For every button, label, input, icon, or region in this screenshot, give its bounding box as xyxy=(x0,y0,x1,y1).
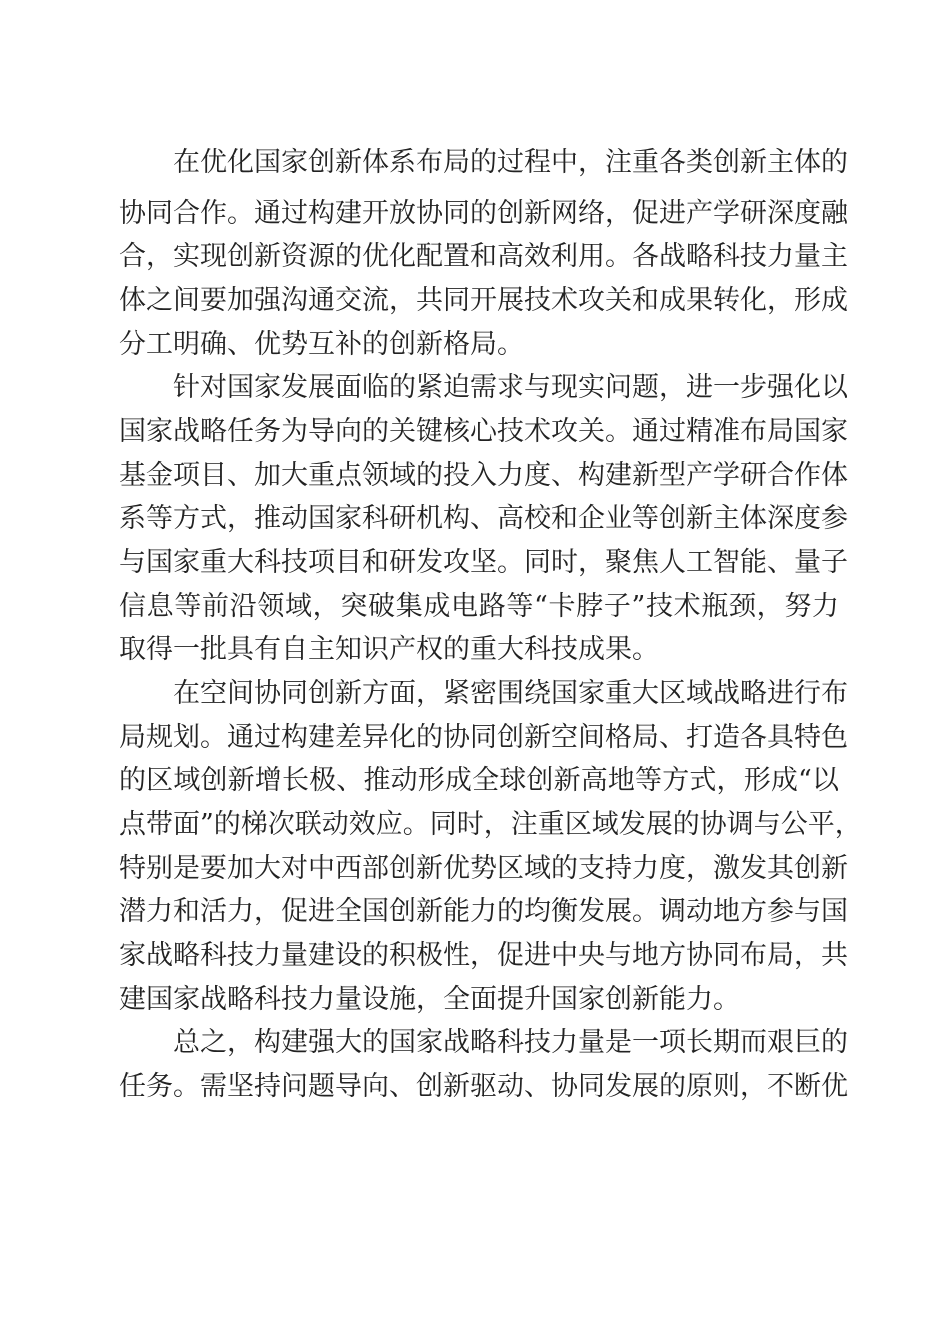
paragraph-1-line-1: 在优化国家创新体系布局的过程中，注重各类创新主体的 xyxy=(173,147,848,178)
paragraph-4-line-2: 任务。需坚持问题导向、创新驱动、协同发展的原则，不断优 xyxy=(119,1071,848,1102)
paragraph-4-line-1: 总之，构建强大的国家战略科技力量是一项长期而艰巨的 xyxy=(173,1027,848,1058)
paragraph-3-line-5: 特别是要加大对中西部创新优势区域的支持力度，激发其创新 xyxy=(119,853,848,884)
paragraph-2-line-6: 信息等前沿领域，突破集成电路等“卡脖子”技术瓶颈，努力 xyxy=(119,591,839,622)
paragraph-2-line-7: 取得一批具有自主知识产权的重大科技成果。 xyxy=(119,634,659,665)
paragraph-1-line-3: 合，实现创新资源的优化配置和高效利用。各战略科技力量主 xyxy=(119,241,848,272)
paragraph-2-line-2: 国家战略任务为导向的关键核心技术攻关。通过精准布局国家 xyxy=(119,416,848,447)
paragraph-3-line-2: 局规划。通过构建差异化的协同创新空间格局、打造各具特色 xyxy=(119,722,848,753)
paragraph-1-line-5: 分工明确、优势互补的创新格局。 xyxy=(119,329,524,360)
paragraph-2-line-4: 系等方式，推动国家科研机构、高校和企业等创新主体深度参 xyxy=(119,503,848,534)
paragraph-1-line-4: 体之间要加强沟通交流，共同开展技术攻关和成果转化，形成 xyxy=(119,285,848,316)
paragraph-2-line-1: 针对国家发展面临的紧迫需求与现实问题，进一步强化以 xyxy=(173,372,848,403)
paragraph-2-line-5: 与国家重大科技项目和研发攻坚。同时，聚焦人工智能、量子 xyxy=(119,547,848,578)
paragraph-3-line-6: 潜力和活力，促进全国创新能力的均衡发展。调动地方参与国 xyxy=(119,896,848,927)
paragraph-3-line-8: 建国家战略科技力量设施，全面提升国家创新能力。 xyxy=(119,984,740,1015)
paragraph-3-line-3: 的区域创新增长极、推动形成全球创新高地等方式，形成“以 xyxy=(119,765,839,796)
paragraph-1-line-2: 协同合作。通过构建开放协同的创新网络，促进产学研深度融 xyxy=(119,198,848,229)
paragraph-2-line-3: 基金项目、加大重点领域的投入力度、构建新型产学研合作体 xyxy=(119,460,848,491)
paragraph-3-line-1: 在空间协同创新方面，紧密围绕国家重大区域战略进行布 xyxy=(173,678,848,709)
paragraph-3-line-4: 点带面”的梯次联动效应。同时，注重区域发展的协调与公平， xyxy=(119,809,862,840)
paragraph-3-line-7: 家战略科技力量建设的积极性，促进中央与地方协同布局，共 xyxy=(119,940,848,971)
